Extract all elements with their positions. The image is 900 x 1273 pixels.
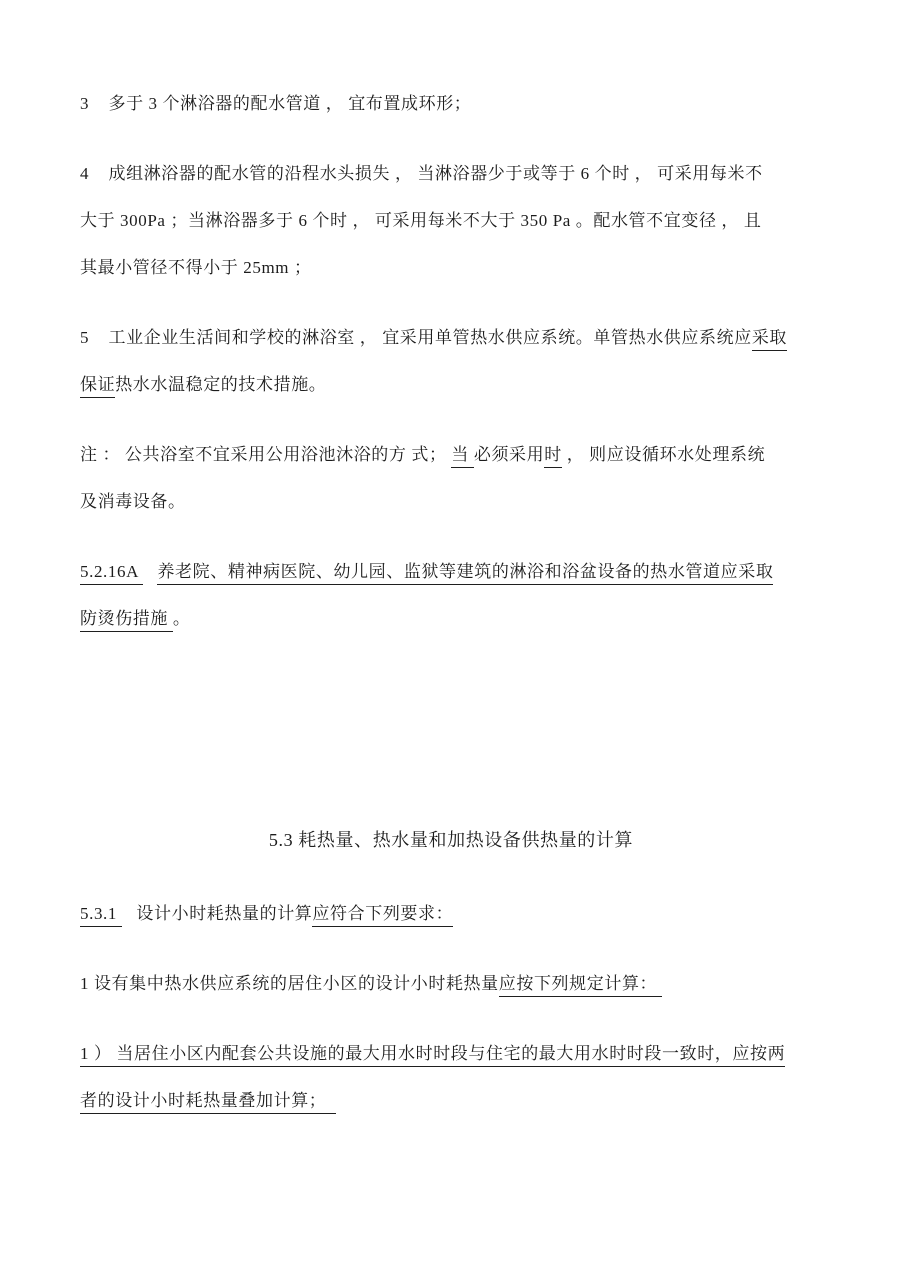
inserted-text-segment: 时 xyxy=(544,445,562,468)
text-segment: 热水水温稳定的技术措施。 xyxy=(115,375,327,394)
text-line xyxy=(80,1077,822,1124)
text-line xyxy=(80,1030,822,1077)
inserted-text-segment: 防烫伤措施 xyxy=(80,609,173,632)
text-segment: 及消毒设备。 xyxy=(80,492,186,511)
inserted-text-segment: 应符合下列要求： xyxy=(312,904,453,927)
text-line xyxy=(80,890,822,937)
text-line xyxy=(80,150,822,197)
clause-number: 5.3.1 xyxy=(80,904,122,927)
text-segment xyxy=(143,562,158,581)
text-segment: 3 多于 3 个淋浴器的配水管道 ， 宜布置成环形； xyxy=(80,94,472,113)
inserted-text-segment: 保证 xyxy=(80,375,115,398)
inserted-text-segment: 1 ） 当居住小区内配套公共设施的最大用水时时段与住宅的最大用水时时段一致时，应按两 xyxy=(80,1044,785,1067)
text-segment: 注 ： 公共浴室不宜采用公用浴池沐浴的方 式； xyxy=(80,445,452,464)
text-line xyxy=(80,960,822,1007)
text-line xyxy=(80,431,822,478)
paragraph-subitem-1 xyxy=(80,1030,822,1124)
text-segment: 。 xyxy=(172,609,191,628)
text-segment: 大于 300Pa ；当淋浴器多于 6 个时 ， 可采用每米不大于 350 Pa 。配水管不宜变径 ， 且 xyxy=(80,211,762,230)
text-line xyxy=(80,197,822,244)
inserted-text-segment: 采取 xyxy=(752,328,787,351)
paragraph-item-4 xyxy=(80,150,822,291)
text-segment: 其最小管径不得小于 25mm ； xyxy=(80,258,312,277)
inserted-text-segment: 当 xyxy=(451,445,473,468)
text-line xyxy=(80,548,822,595)
paragraph-clause-5-3-1 xyxy=(80,890,822,937)
paragraph-item-1 xyxy=(80,960,822,1007)
section-heading-text: 5.3 耗热量、热水量和加热设备供热量的计算 xyxy=(268,830,634,850)
text-line xyxy=(80,80,822,127)
inserted-text-segment: 者的设计小时耗热量叠加计算； xyxy=(80,1091,336,1114)
text-segment: 1 设有集中热水供应系统的居住小区的设计小时耗热量 xyxy=(80,974,499,993)
text-segment: 设计小时耗热量的计算 xyxy=(121,904,313,923)
paragraph-item-5 xyxy=(80,314,822,408)
section-heading xyxy=(80,817,822,864)
text-line xyxy=(80,244,822,291)
text-line xyxy=(80,817,822,864)
text-line xyxy=(80,478,822,525)
paragraph-clause-5-2-16A xyxy=(80,548,822,642)
text-segment: 4 成组淋浴器的配水管的沿程水头损失 ， 当淋浴器少于或等于 6 个时 ， 可采用每米不 xyxy=(80,164,763,183)
paragraph-item-3 xyxy=(80,80,822,127)
text-segment: 5 工业企业生活间和学校的淋浴室 ， 宜采用单管热水供应系统。单管热水供应系统应 xyxy=(80,328,752,347)
text-line xyxy=(80,595,822,642)
text-line xyxy=(80,314,822,361)
inserted-text-segment: 养老院、精神病医院、幼儿园、监狱等建筑的淋浴和浴盆设备的热水管道应采取 xyxy=(157,562,773,585)
text-segment: ， 则应设循环水处理系统 xyxy=(561,445,766,464)
inserted-text-segment: 应按下列规定计算： xyxy=(499,974,662,997)
paragraph-note xyxy=(80,431,822,525)
text-line xyxy=(80,361,822,408)
clause-number: 5.2.16A xyxy=(80,562,143,585)
text-segment: 必须采用 xyxy=(473,445,545,464)
